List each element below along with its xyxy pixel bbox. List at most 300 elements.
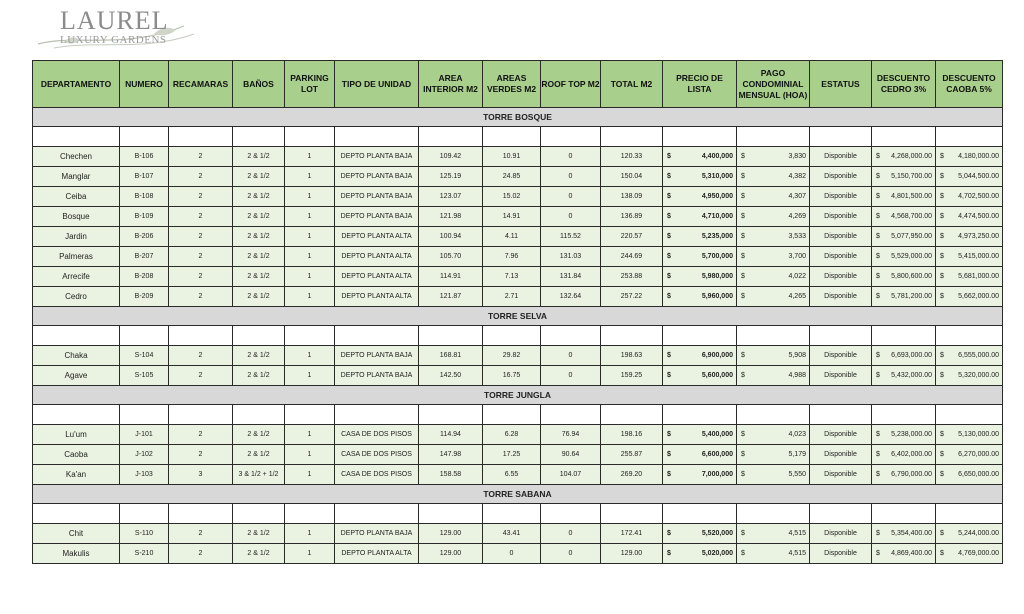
table-cell: Disponible <box>810 247 872 267</box>
table-cell: B-208 <box>120 267 169 287</box>
amount-value: 5,681,000.00 <box>958 273 999 280</box>
table-cell: 29.82 <box>483 346 541 366</box>
table-cell: Disponible <box>810 544 872 564</box>
blank-cell <box>285 405 335 425</box>
brand-name: LAUREL <box>60 6 169 35</box>
amount-value: 6,790,000.00 <box>891 471 932 478</box>
table-cell <box>872 544 936 564</box>
table-cell: Disponible <box>810 346 872 366</box>
blank-cell <box>541 405 601 425</box>
amount-value: 3,700 <box>788 253 806 260</box>
table-cell: 114.91 <box>419 267 483 287</box>
table-cell <box>663 425 737 445</box>
blank-cell <box>419 127 483 147</box>
blank-cell <box>419 405 483 425</box>
blank-cell <box>601 405 663 425</box>
currency-symbol: $ <box>940 173 944 180</box>
table-cell <box>663 445 737 465</box>
table-cell <box>936 287 1003 307</box>
table-cell <box>872 267 936 287</box>
table-row <box>33 267 1003 287</box>
table-cell: 2 <box>169 287 233 307</box>
table-cell: 2 & 1/2 <box>233 524 285 544</box>
table-cell <box>663 524 737 544</box>
table-cell <box>663 147 737 167</box>
table-cell: 1 <box>285 544 335 564</box>
table-cell: 1 <box>285 247 335 267</box>
table-cell <box>936 187 1003 207</box>
table-cell: J-101 <box>120 425 169 445</box>
table-cell: 198.16 <box>601 425 663 445</box>
table-cell: 0 <box>541 544 601 564</box>
blank-cell <box>285 326 335 346</box>
blank-cell <box>541 127 601 147</box>
blank-cell <box>33 504 120 524</box>
table-cell: Lu'um <box>33 425 120 445</box>
table-cell <box>663 207 737 227</box>
table-cell: Disponible <box>810 524 872 544</box>
amount-value: 5,980,000 <box>701 273 733 280</box>
section-title: TORRE JUNGLA <box>33 386 1003 405</box>
amount-value: 4,268,000.00 <box>891 153 932 160</box>
table-row <box>33 445 1003 465</box>
table-cell: 150.04 <box>601 167 663 187</box>
table-cell: 142.50 <box>419 366 483 386</box>
amount-value: 5,520,000 <box>701 530 733 537</box>
currency-symbol: $ <box>876 550 880 557</box>
blank-cell <box>737 127 810 147</box>
table-cell: 0 <box>541 167 601 187</box>
blank-cell <box>233 405 285 425</box>
table-cell: 147.98 <box>419 445 483 465</box>
currency-symbol: $ <box>940 530 944 537</box>
table-cell: 1 <box>285 366 335 386</box>
amount-value: 5,415,000.00 <box>958 253 999 260</box>
amount-value: 5,150,700.00 <box>891 173 932 180</box>
table-cell: Cedro <box>33 287 120 307</box>
currency-symbol: $ <box>876 530 880 537</box>
amount-value: 6,555,000.00 <box>958 352 999 359</box>
table-cell: DEPTO PLANTA BAJA <box>335 346 419 366</box>
currency-symbol: $ <box>667 273 671 280</box>
currency-symbol: $ <box>940 273 944 280</box>
blank-cell <box>33 127 120 147</box>
currency-symbol: $ <box>741 550 745 557</box>
table-cell <box>737 366 810 386</box>
blank-cell <box>335 504 419 524</box>
table-cell: 17.25 <box>483 445 541 465</box>
currency-symbol: $ <box>741 233 745 240</box>
table-cell <box>936 227 1003 247</box>
table-cell: 2 <box>169 167 233 187</box>
currency-symbol: $ <box>940 193 944 200</box>
table-cell: 2 & 1/2 <box>233 267 285 287</box>
table-cell: 76.94 <box>541 425 601 445</box>
amount-value: 4,023 <box>788 431 806 438</box>
blank-cell <box>810 127 872 147</box>
currency-symbol: $ <box>667 550 671 557</box>
table-cell: 115.52 <box>541 227 601 247</box>
table-cell: 2 <box>169 267 233 287</box>
currency-symbol: $ <box>667 253 671 260</box>
blank-row <box>33 326 1003 346</box>
table-cell: Chaka <box>33 346 120 366</box>
currency-symbol: $ <box>876 153 880 160</box>
amount-value: 4,702,500.00 <box>958 193 999 200</box>
table-cell: 1 <box>285 465 335 485</box>
blank-cell <box>810 405 872 425</box>
currency-symbol: $ <box>940 233 944 240</box>
table-body <box>33 108 1003 564</box>
blank-cell <box>810 504 872 524</box>
section-header-row <box>33 485 1003 504</box>
table-cell: S-110 <box>120 524 169 544</box>
blank-cell <box>169 504 233 524</box>
currency-symbol: $ <box>876 352 880 359</box>
table-cell: 100.94 <box>419 227 483 247</box>
currency-symbol: $ <box>741 253 745 260</box>
table-cell <box>737 524 810 544</box>
table-cell: B-109 <box>120 207 169 227</box>
table-cell: 158.58 <box>419 465 483 485</box>
table-cell: 220.57 <box>601 227 663 247</box>
table-cell <box>936 207 1003 227</box>
table-cell <box>872 287 936 307</box>
table-cell <box>872 425 936 445</box>
table-cell <box>872 346 936 366</box>
currency-symbol: $ <box>940 293 944 300</box>
table-cell: 123.07 <box>419 187 483 207</box>
currency-symbol: $ <box>876 253 880 260</box>
table-cell: Disponible <box>810 227 872 247</box>
amount-value: 5,960,000 <box>701 293 733 300</box>
currency-symbol: $ <box>667 372 671 379</box>
table-cell: B-209 <box>120 287 169 307</box>
blank-cell <box>120 326 169 346</box>
table-cell: DEPTO PLANTA BAJA <box>335 524 419 544</box>
column-header: AREA INTERIOR M2 <box>419 61 483 108</box>
blank-cell <box>483 326 541 346</box>
blank-cell <box>233 504 285 524</box>
amount-value: 4,568,700.00 <box>891 213 932 220</box>
table-cell: Chechen <box>33 147 120 167</box>
table-cell: 2 <box>169 544 233 564</box>
table-cell: Disponible <box>810 287 872 307</box>
amount-value: 4,801,500.00 <box>891 193 932 200</box>
amount-value: 5,044,500.00 <box>958 173 999 180</box>
currency-symbol: $ <box>667 431 671 438</box>
table-cell: Palmeras <box>33 247 120 267</box>
table-cell <box>663 167 737 187</box>
table-row <box>33 287 1003 307</box>
table-row <box>33 425 1003 445</box>
table-cell: 1 <box>285 445 335 465</box>
table-cell: DEPTO PLANTA BAJA <box>335 187 419 207</box>
amount-value: 5,550 <box>788 471 806 478</box>
amount-value: 5,130,000.00 <box>958 431 999 438</box>
currency-symbol: $ <box>741 213 745 220</box>
currency-symbol: $ <box>940 451 944 458</box>
table-cell: 114.94 <box>419 425 483 445</box>
amount-value: 5,600,000 <box>701 372 733 379</box>
blank-cell <box>483 504 541 524</box>
table-cell: DEPTO PLANTA BAJA <box>335 207 419 227</box>
table-cell <box>737 227 810 247</box>
blank-cell <box>601 127 663 147</box>
table-cell <box>872 366 936 386</box>
table-cell: DEPTO PLANTA ALTA <box>335 287 419 307</box>
table-cell <box>936 267 1003 287</box>
currency-symbol: $ <box>741 431 745 438</box>
table-cell: B-106 <box>120 147 169 167</box>
blank-cell <box>737 405 810 425</box>
blank-cell <box>285 504 335 524</box>
currency-symbol: $ <box>741 193 745 200</box>
table-cell <box>737 267 810 287</box>
blank-cell <box>169 405 233 425</box>
amount-value: 5,781,200.00 <box>891 293 932 300</box>
blank-cell <box>872 326 936 346</box>
brand-tagline: LUXURY GARDENS <box>60 34 167 46</box>
table-cell: CASA DE DOS PISOS <box>335 465 419 485</box>
amount-value: 4,022 <box>788 273 806 280</box>
table-cell: Bosque <box>33 207 120 227</box>
currency-symbol: $ <box>876 193 880 200</box>
table-cell <box>737 147 810 167</box>
table-cell <box>872 167 936 187</box>
currency-symbol: $ <box>876 451 880 458</box>
amount-value: 5,020,000 <box>701 550 733 557</box>
table-cell: 131.84 <box>541 267 601 287</box>
table-cell: 136.89 <box>601 207 663 227</box>
amount-value: 5,908 <box>788 352 806 359</box>
table-cell: 120.33 <box>601 147 663 167</box>
table-cell: DEPTO PLANTA BAJA <box>335 167 419 187</box>
blank-cell <box>120 504 169 524</box>
table-cell: B-207 <box>120 247 169 267</box>
amount-value: 5,529,000.00 <box>891 253 932 260</box>
table-cell: J-102 <box>120 445 169 465</box>
table-cell <box>737 425 810 445</box>
currency-symbol: $ <box>667 352 671 359</box>
table-cell: 121.87 <box>419 287 483 307</box>
table-cell: 168.81 <box>419 346 483 366</box>
blank-cell <box>483 127 541 147</box>
table-cell: 2 <box>169 227 233 247</box>
blank-cell <box>872 405 936 425</box>
blank-cell <box>419 326 483 346</box>
brand-logo <box>34 4 204 56</box>
currency-symbol: $ <box>667 471 671 478</box>
currency-symbol: $ <box>667 213 671 220</box>
table-cell: B-108 <box>120 187 169 207</box>
table-cell: 1 <box>285 187 335 207</box>
table-cell: 105.70 <box>419 247 483 267</box>
table-cell: DEPTO PLANTA ALTA <box>335 544 419 564</box>
amount-value: 5,432,000.00 <box>891 372 932 379</box>
table-row <box>33 187 1003 207</box>
table-cell: 2 & 1/2 <box>233 227 285 247</box>
table-cell <box>872 147 936 167</box>
table-cell: Disponible <box>810 167 872 187</box>
table-cell <box>737 207 810 227</box>
table-cell <box>737 465 810 485</box>
blank-cell <box>541 326 601 346</box>
table-cell: 198.63 <box>601 346 663 366</box>
table-cell: 2 & 1/2 <box>233 187 285 207</box>
table-cell <box>737 544 810 564</box>
currency-symbol: $ <box>940 550 944 557</box>
table-cell: 138.09 <box>601 187 663 207</box>
amount-value: 6,600,000 <box>701 451 733 458</box>
table-cell: Disponible <box>810 445 872 465</box>
currency-symbol: $ <box>741 471 745 478</box>
table-cell: 253.88 <box>601 267 663 287</box>
amount-value: 5,310,000 <box>701 173 733 180</box>
amount-value: 4,307 <box>788 193 806 200</box>
table-cell: 131.03 <box>541 247 601 267</box>
currency-symbol: $ <box>940 253 944 260</box>
amount-value: 5,700,000 <box>701 253 733 260</box>
currency-symbol: $ <box>741 293 745 300</box>
table-cell: B-107 <box>120 167 169 187</box>
currency-symbol: $ <box>940 372 944 379</box>
column-header: PAGO CONDOMINIAL MENSUAL (HOA) <box>737 61 810 108</box>
column-header: TIPO DE UNIDAD <box>335 61 419 108</box>
table-cell <box>663 465 737 485</box>
table-cell: 1 <box>285 346 335 366</box>
amount-value: 4,950,000 <box>701 193 733 200</box>
table-cell: 129.00 <box>419 524 483 544</box>
table-cell: 2 <box>169 147 233 167</box>
currency-symbol: $ <box>741 530 745 537</box>
blank-cell <box>169 326 233 346</box>
currency-symbol: $ <box>876 431 880 438</box>
amount-value: 4,400,000 <box>701 153 733 160</box>
blank-row <box>33 504 1003 524</box>
table-cell <box>936 366 1003 386</box>
amount-value: 4,869,400.00 <box>891 550 932 557</box>
table-cell: Disponible <box>810 465 872 485</box>
column-header: RECAMARAS <box>169 61 233 108</box>
table-cell <box>663 366 737 386</box>
table-cell: Disponible <box>810 147 872 167</box>
blank-cell <box>872 504 936 524</box>
amount-value: 6,650,000.00 <box>958 471 999 478</box>
amount-value: 5,077,950.00 <box>891 233 932 240</box>
blank-cell <box>233 326 285 346</box>
table-cell: 129.00 <box>419 544 483 564</box>
table-cell: 1 <box>285 524 335 544</box>
currency-symbol: $ <box>741 372 745 379</box>
table-cell: Disponible <box>810 267 872 287</box>
blank-cell <box>936 405 1003 425</box>
table-header-row <box>33 61 1003 108</box>
amount-value: 4,474,500.00 <box>958 213 999 220</box>
currency-symbol: $ <box>940 153 944 160</box>
blank-row <box>33 127 1003 147</box>
table-cell: S-210 <box>120 544 169 564</box>
table-cell <box>663 187 737 207</box>
table-cell: 2 & 1/2 <box>233 544 285 564</box>
blank-cell <box>33 405 120 425</box>
table-cell: DEPTO PLANTA ALTA <box>335 267 419 287</box>
table-cell <box>737 346 810 366</box>
table-row <box>33 465 1003 485</box>
table-cell <box>872 187 936 207</box>
amount-value: 4,988 <box>788 372 806 379</box>
currency-symbol: $ <box>940 431 944 438</box>
column-header: DESCUENTO CEDRO 3% <box>872 61 936 108</box>
column-header: AREAS VERDES M2 <box>483 61 541 108</box>
table-cell: 7.13 <box>483 267 541 287</box>
table-cell: Disponible <box>810 425 872 445</box>
amount-value: 4,515 <box>788 530 806 537</box>
table-cell <box>936 445 1003 465</box>
table-cell: 2 <box>169 366 233 386</box>
table-cell: 0 <box>541 346 601 366</box>
amount-value: 5,800,600.00 <box>891 273 932 280</box>
table-cell: S-105 <box>120 366 169 386</box>
blank-cell <box>663 326 737 346</box>
blank-cell <box>33 326 120 346</box>
blank-cell <box>663 504 737 524</box>
table-row <box>33 524 1003 544</box>
table-cell: 2 & 1/2 <box>233 247 285 267</box>
currency-symbol: $ <box>940 213 944 220</box>
table-cell <box>872 465 936 485</box>
blank-cell <box>663 127 737 147</box>
table-cell: 2 <box>169 346 233 366</box>
section-title: TORRE BOSQUE <box>33 108 1003 127</box>
table-cell: 125.19 <box>419 167 483 187</box>
currency-symbol: $ <box>741 273 745 280</box>
amount-value: 4,769,000.00 <box>958 550 999 557</box>
amount-value: 4,973,250.00 <box>958 233 999 240</box>
blank-cell <box>872 127 936 147</box>
table-cell <box>936 425 1003 445</box>
section-header-row <box>33 108 1003 127</box>
table-cell: 172.41 <box>601 524 663 544</box>
currency-symbol: $ <box>876 213 880 220</box>
column-header: PARKING LOT <box>285 61 335 108</box>
table-cell: 1 <box>285 425 335 445</box>
table-cell: CASA DE DOS PISOS <box>335 445 419 465</box>
amount-value: 5,238,000.00 <box>891 431 932 438</box>
column-header: ESTATUS <box>810 61 872 108</box>
table-cell: Disponible <box>810 366 872 386</box>
table-cell: 159.25 <box>601 366 663 386</box>
table-cell: DEPTO PLANTA BAJA <box>335 366 419 386</box>
section-title: TORRE SELVA <box>33 307 1003 326</box>
table-cell: 121.98 <box>419 207 483 227</box>
table-cell <box>936 544 1003 564</box>
blank-cell <box>335 127 419 147</box>
currency-symbol: $ <box>876 233 880 240</box>
table-cell: 6.28 <box>483 425 541 445</box>
currency-symbol: $ <box>876 372 880 379</box>
amount-value: 5,179 <box>788 451 806 458</box>
currency-symbol: $ <box>940 352 944 359</box>
table-cell: 129.00 <box>601 544 663 564</box>
currency-symbol: $ <box>667 293 671 300</box>
table-cell: 3 & 1/2 + 1/2 <box>233 465 285 485</box>
amount-value: 3,533 <box>788 233 806 240</box>
table-cell <box>936 147 1003 167</box>
column-header: ROOF TOP M2 <box>541 61 601 108</box>
table-cell <box>663 287 737 307</box>
currency-symbol: $ <box>667 173 671 180</box>
